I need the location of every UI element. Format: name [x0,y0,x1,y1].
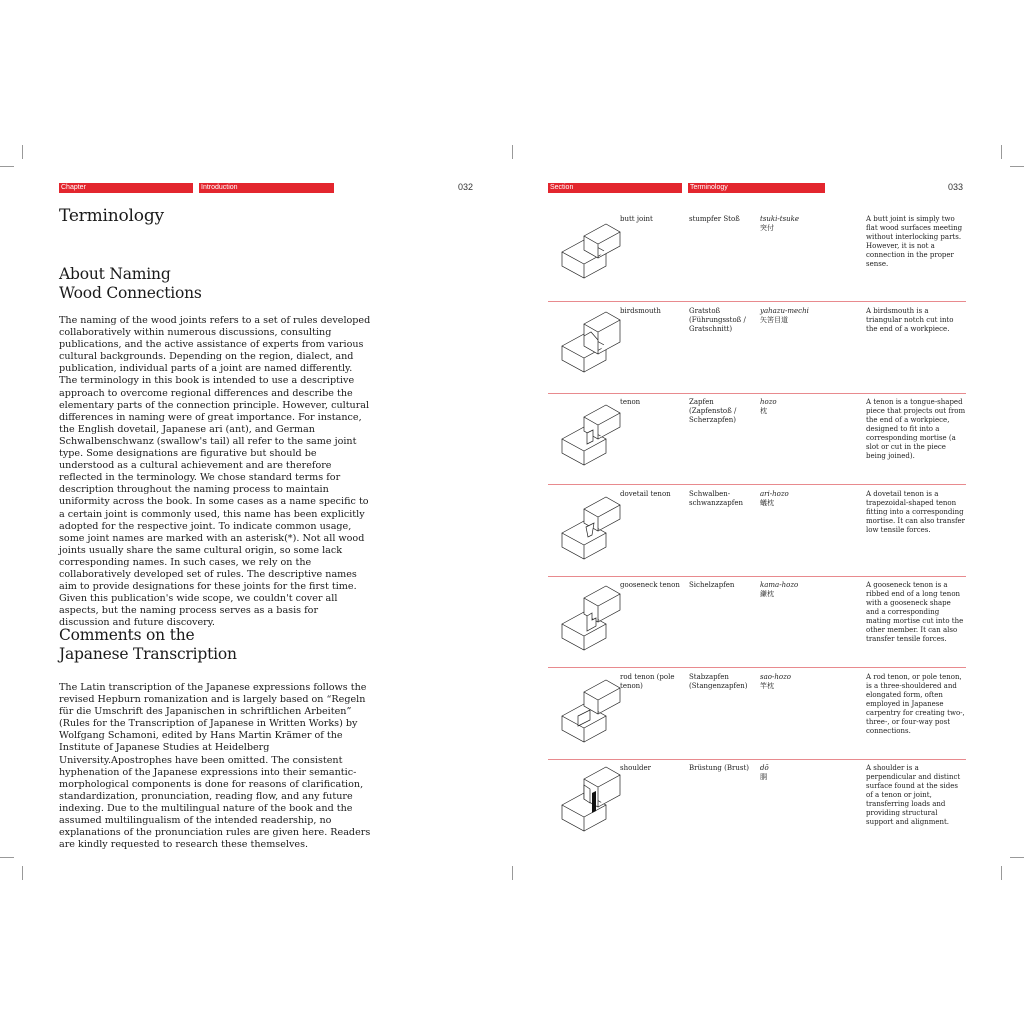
term-japanese [760,307,820,325]
joint-illustration [554,214,624,290]
term-japanese-romaji: ari-hozo [760,490,789,498]
joint-illustration [554,306,624,382]
term-description: A shoulder is a perpendicular and distinct surface found at the sides of a tenon or joint, transferring loads and providing structural support and alignment. [866,764,961,826]
term-german: Stabzapfen (Stangenzapfen) [689,673,748,690]
term-german: stumpfer Stoß [689,215,740,223]
term-japanese [760,581,820,599]
term-german: Gratstoß (Führungsstoß / Gratschnitt) [689,307,746,333]
joint-illustration [554,763,624,839]
section-heading-naming: About Naming Wood Connections [59,265,202,302]
term-japanese [760,764,820,782]
term-english: tenon [620,398,641,406]
term-english: rod tenon (pole tenon) [620,673,675,690]
term-german: Brüstung (Brust) [689,764,749,772]
joint-illustration [554,672,624,748]
term-japanese-romaji: yahazu-mechi [760,307,809,315]
page-title: Terminology [59,206,164,226]
term-japanese-kanji: 矢筈目道 [760,316,788,324]
term-japanese [760,490,820,508]
term-row [548,302,966,394]
term-japanese-romaji: hozo [760,398,777,406]
term-row [548,485,966,577]
term-english: birdsmouth [620,307,661,315]
term-english: shoulder [620,764,652,772]
joint-illustration [554,489,624,565]
term-row [548,393,966,485]
term-japanese-romaji: dō [760,764,769,772]
term-japanese-kanji: 突付 [760,224,774,232]
introduction-bar: Introduction [199,183,334,193]
term-row [548,210,966,302]
terminology-bar: Terminology [688,183,825,193]
term-japanese-kanji: 竿枕 [760,682,774,690]
term-japanese-kanji: 蟻枕 [760,499,774,507]
term-japanese-romaji: sao-hozo [760,673,791,681]
term-description: A birdsmouth is a triangular notch cut into the end of a workpiece. [866,307,954,333]
term-japanese [760,398,820,416]
term-description: A gooseneck tenon is a ribbed end of a long tenon with a gooseneck shape and a corresponding mating mortise cut into the other member. It can also transfer tensile forces. [866,581,964,643]
term-row [548,576,966,668]
term-japanese [760,673,820,691]
joint-illustration [554,580,624,656]
term-description: A rod tenon, or pole tenon, is a three-shouldered and elongated form, often employed in Japanese carpentry for creating two-, three-, or four-way post connections. [866,673,965,735]
term-english: butt joint [620,215,653,223]
term-description: A butt joint is simply two flat wood surfaces meeting without interlocking parts. However, it is not a connection in the proper sense. [866,215,963,268]
page-number: 032 [458,182,474,192]
term-description: A dovetail tenon is a trapezoidal-shaped tenon fitting into a corresponding mortise. It can also transfer low tensile forces. [866,490,966,534]
term-japanese-romaji: tsuki-tsuke [760,215,800,223]
term-german: Zapfen (Zapfenstoß / Scherzapfen) [689,398,737,424]
term-english: dovetail tenon [620,490,671,498]
term-japanese-kanji: 枕 [760,407,767,415]
term-german: Schwalben-schwanzzapfen [689,490,743,507]
joint-illustration [554,397,624,473]
term-english: gooseneck tenon [620,581,680,589]
chapter-bar: Chapter [59,183,193,193]
page-number: 033 [948,182,964,192]
term-row [548,668,966,760]
section-bar: Section [548,183,682,193]
term-description: A tenon is a tongue-shaped piece that projects out from the end of a workpiece, designed to fit into a corresponding mortise (a slot or cut in the piece being joined). [866,398,966,460]
term-japanese-kanji: 鎌枕 [760,590,774,598]
section-body-naming: The naming of the wood joints refers to a set of rules developed collaboratively within numerous discussions, consulting publications, and the active assistance of experts from various cultural backgrounds. Depending on the region, dialect, and publication, individual parts of a joint are named differently. The terminology in this book is intended to use a descriptive approach to overcome regional differences and describe the elementary parts of the connection principle. However, cultural differences in naming were of great importance. For instance, the English dovetail, Japanese ari (ant), and German Schwalbenschwanz (swallow's tail) all refer to the same joint type. Some designations are figurative but should be understood as a cultural achievement and are therefore reflected in the terminology. We chose standard terms for description throughout the naming process to maintain uniformity across the book. In some cases as a name specific to a certain joint is commonly used, this name has been explicitly adopted for the respective joint. To indicate common usage, some joint names are marked with an asterisk(*). Not all wood joints usually share the same cultural origin, so some lack corresponding names. In such cases, we rely on the collaboratively developed set of rules. The descriptive names aim to provide designations for these joints for the first time. Given this publication's wide scope, we couldn't cover all aspects, but the naming process serves as a basis for discussion and future discovery. [59,315,371,629]
term-german: Sichelzapfen [689,581,735,589]
term-japanese-kanji: 胴 [760,773,767,781]
section-body-transcription: The Latin transcription of the Japanese expressions follows the revised Hepburn romanization and is largely based on “Regeln für die Umschrift des Japanischen in schriftlichen Arbeiten” (Rules for the Transcription of Japanese in Written Works) by Wolfgang Schamoni, edited by Hans Martin Krämer of the Institute of Japanese Studies at Heidelberg University.Apostrophes have been omitted. The consistent hyphenation of the Japanese expressions into their semantic-morphological components is done for reasons of clarification, standardization, pronunciation, reading flow, and any future indexing. Due to the multilingual nature of the book and the assumed multilingualism of the intended readership, no explanations of the pronunciation rules are given here. Readers are kindly requested to research these themselves. [59,682,371,851]
section-heading-transcription: Comments on the Japanese Transcription [59,626,237,663]
term-japanese-romaji: kama-hozo [760,581,799,589]
term-row [548,759,966,851]
term-japanese [760,215,820,233]
